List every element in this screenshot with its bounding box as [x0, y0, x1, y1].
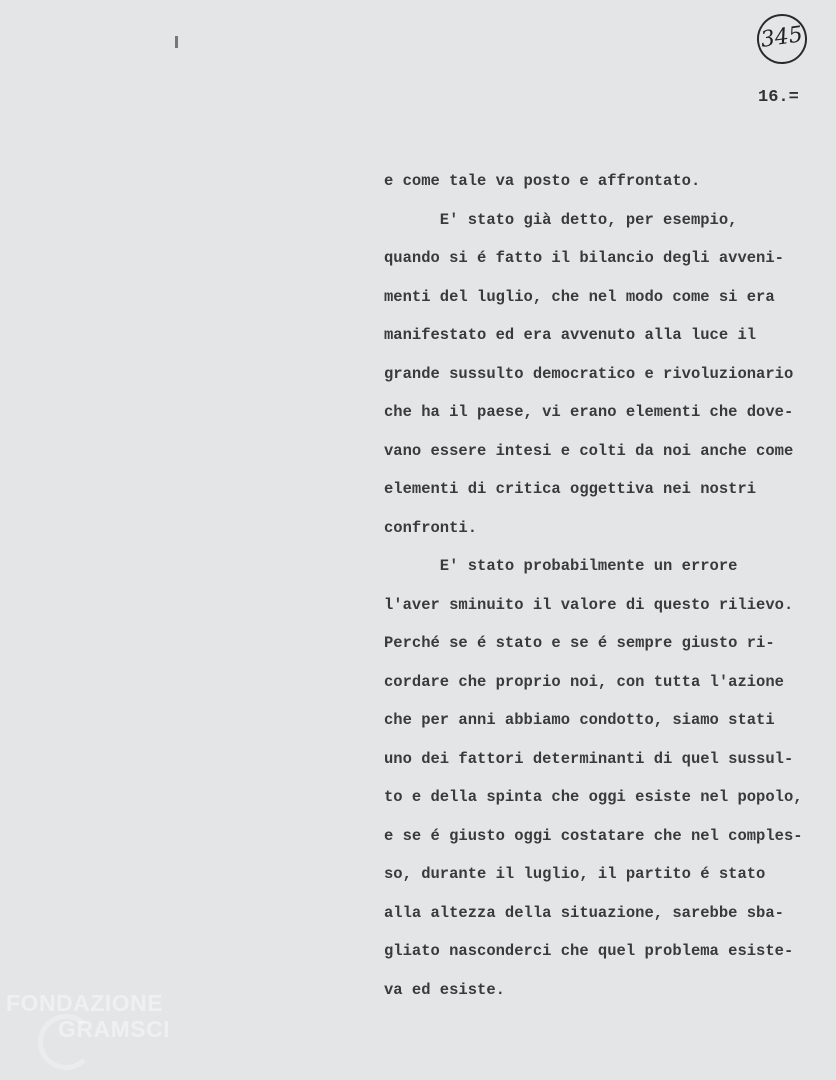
text-line: E' stato già detto, per esempio, [384, 210, 738, 229]
archive-stamp: 345 [754, 11, 810, 67]
text-line: vano essere intesi e colti da noi anche come [384, 441, 794, 460]
text-line: va ed esiste. [384, 980, 505, 999]
watermark-line-1: FONDAZIONE [6, 990, 164, 1016]
watermark [6, 990, 170, 1042]
text-line: e come tale va posto e affrontato. [384, 172, 701, 190]
text-line: gliato nasconderci che quel problema esiste- [384, 942, 794, 960]
text-line: menti del luglio, che nel modo come si era [384, 287, 775, 306]
text-line: E' stato probabilmente un errore [384, 557, 738, 575]
text-line: manifestato ed era avvenuto alla luce il [384, 326, 757, 344]
text-line: grande sussulto democratico e rivoluzionario [384, 364, 794, 383]
text-line: uno dei fattori determinanti di quel sussul- [384, 749, 794, 768]
text-line: alla altezza della situazione, sarebbe sba- [384, 903, 784, 922]
text-line: so, durante il luglio, il partito é stato [384, 865, 766, 883]
text-line: l'aver sminuito il valore di questo rilievo. [384, 595, 794, 614]
text-line: che per anni abbiamo condotto, siamo stati [384, 711, 775, 729]
text-line: Perché se é stato e se é sempre giusto ri- [384, 634, 775, 652]
text-line: confronti. [384, 518, 478, 537]
typed-text-body [384, 167, 824, 1014]
page-number: 16.= [758, 88, 799, 107]
text-line: to e della spinta che oggi esiste nel popolo, [384, 788, 803, 806]
text-line: che ha il paese, vi erano elementi che dove- [384, 403, 794, 421]
margin-mark [175, 36, 178, 48]
text-line: cordare che proprio noi, con tutta l'azione [384, 672, 784, 691]
watermark-line-2: GRAMSCI [58, 1016, 171, 1042]
text-line: quando si é fatto il bilancio degli avveni- [384, 249, 784, 267]
text-line: e se é giusto oggi costatare che nel comples- [384, 826, 803, 845]
text-line: elementi di critica oggettiva nei nostri [384, 480, 757, 498]
